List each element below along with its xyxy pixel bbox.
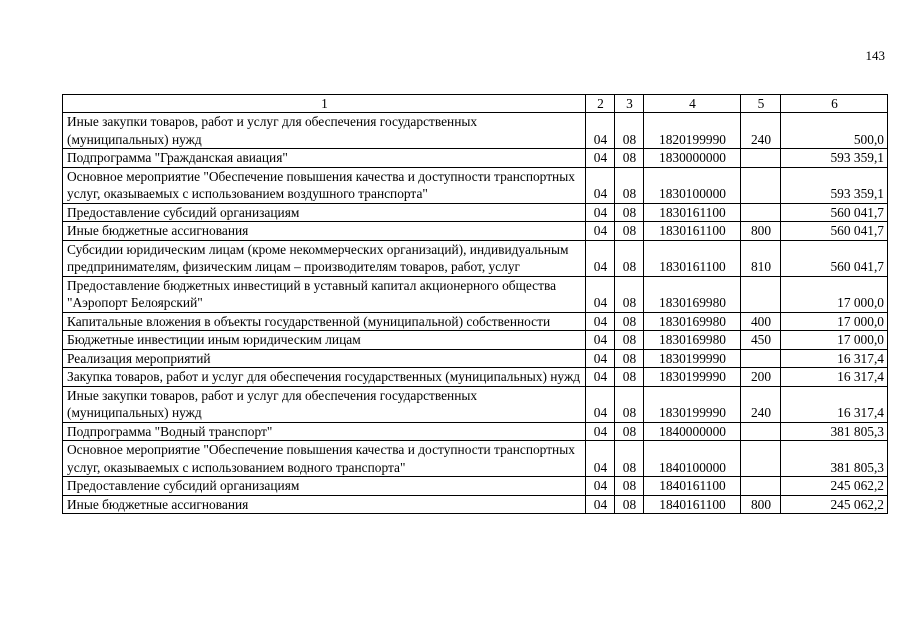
row-section-cell: 04 [586, 422, 615, 441]
row-name-cell: Иные бюджетные ассигнования [63, 222, 586, 241]
table-row [63, 349, 888, 368]
row-target-item-cell: 1830000000 [644, 149, 741, 168]
row-expense-type-cell [741, 203, 781, 222]
row-section-cell: 04 [586, 349, 615, 368]
row-target-item-cell: 1830169980 [644, 312, 741, 331]
row-amount-cell: 560 041,7 [781, 240, 888, 276]
row-amount-cell: 560 041,7 [781, 222, 888, 241]
row-section-cell: 04 [586, 167, 615, 203]
row-target-item-cell: 1830100000 [644, 167, 741, 203]
row-amount-cell: 16 317,4 [781, 386, 888, 422]
header-cell-expense-type: 5 [741, 95, 781, 113]
row-subsection-cell: 08 [615, 422, 644, 441]
row-name-cell: Бюджетные инвестиции иным юридическим лицам [63, 331, 586, 350]
table-body [63, 113, 888, 514]
row-amount-cell: 17 000,0 [781, 276, 888, 312]
row-target-item-cell: 1820199990 [644, 113, 741, 149]
table-row [63, 312, 888, 331]
row-amount-cell: 245 062,2 [781, 477, 888, 496]
row-expense-type-cell [741, 441, 781, 477]
row-section-cell: 04 [586, 331, 615, 350]
row-amount-cell: 381 805,3 [781, 441, 888, 477]
table-row [63, 113, 888, 149]
row-target-item-cell: 1840161100 [644, 477, 741, 496]
row-target-item-cell: 1840161100 [644, 495, 741, 514]
row-subsection-cell: 08 [615, 240, 644, 276]
row-subsection-cell: 08 [615, 167, 644, 203]
row-section-cell: 04 [586, 477, 615, 496]
budget-table [62, 94, 888, 514]
row-amount-cell: 17 000,0 [781, 331, 888, 350]
page-number: 143 [865, 48, 885, 63]
row-expense-type-cell: 800 [741, 495, 781, 514]
row-section-cell: 04 [586, 312, 615, 331]
row-target-item-cell: 1840100000 [644, 441, 741, 477]
table-row [63, 276, 888, 312]
row-expense-type-cell [741, 349, 781, 368]
row-amount-cell: 593 359,1 [781, 149, 888, 168]
row-expense-type-cell: 240 [741, 386, 781, 422]
row-expense-type-cell: 450 [741, 331, 781, 350]
row-name-cell: Реализация мероприятий [63, 349, 586, 368]
row-subsection-cell: 08 [615, 477, 644, 496]
row-subsection-cell: 08 [615, 331, 644, 350]
row-expense-type-cell: 200 [741, 368, 781, 387]
row-name-cell: Иные бюджетные ассигнования [63, 495, 586, 514]
row-name-cell: Подпрограмма "Гражданская авиация" [63, 149, 586, 168]
row-amount-cell: 560 041,7 [781, 203, 888, 222]
row-expense-type-cell: 810 [741, 240, 781, 276]
table-row [63, 477, 888, 496]
row-section-cell: 04 [586, 113, 615, 149]
row-subsection-cell: 08 [615, 149, 644, 168]
header-cell-subsection: 3 [615, 95, 644, 113]
row-section-cell: 04 [586, 386, 615, 422]
row-expense-type-cell [741, 477, 781, 496]
row-name-cell: Субсидии юридическим лицам (кроме некоммерческих организаций), индивидуальным предпринимателям, физическим лицам – производителям товаров, работ, услуг [63, 240, 586, 276]
header-cell-amount: 6 [781, 95, 888, 113]
row-name-cell: Капитальные вложения в объекты государственной (муниципальной) собственности [63, 312, 586, 331]
row-name-cell: Предоставление бюджетных инвестиций в уставный капитал акционерного общества "Аэропорт Белоярский" [63, 276, 586, 312]
row-section-cell: 04 [586, 368, 615, 387]
row-name-cell: Предоставление субсидий организациям [63, 203, 586, 222]
row-amount-cell: 16 317,4 [781, 368, 888, 387]
row-section-cell: 04 [586, 203, 615, 222]
row-target-item-cell: 1830161100 [644, 222, 741, 241]
table-row [63, 422, 888, 441]
row-target-item-cell: 1830199990 [644, 349, 741, 368]
row-target-item-cell: 1830199990 [644, 368, 741, 387]
table-row [63, 222, 888, 241]
row-amount-cell: 17 000,0 [781, 312, 888, 331]
row-subsection-cell: 08 [615, 368, 644, 387]
table-row [63, 386, 888, 422]
row-name-cell: Закупка товаров, работ и услуг для обеспечения государственных (муниципальных) нужд [63, 368, 586, 387]
row-subsection-cell: 08 [615, 312, 644, 331]
row-subsection-cell: 08 [615, 495, 644, 514]
row-name-cell: Основное мероприятие "Обеспечение повышения качества и доступности транспортных услуг, оказываемых с использованием водного транспорта" [63, 441, 586, 477]
row-target-item-cell: 1830161100 [644, 240, 741, 276]
table-row [63, 495, 888, 514]
row-subsection-cell: 08 [615, 203, 644, 222]
row-section-cell: 04 [586, 495, 615, 514]
header-cell-name: 1 [63, 95, 586, 113]
table-row [63, 167, 888, 203]
row-expense-type-cell [741, 276, 781, 312]
row-subsection-cell: 08 [615, 276, 644, 312]
row-expense-type-cell: 800 [741, 222, 781, 241]
table-row [63, 441, 888, 477]
row-subsection-cell: 08 [615, 222, 644, 241]
row-expense-type-cell [741, 167, 781, 203]
row-amount-cell: 381 805,3 [781, 422, 888, 441]
row-section-cell: 04 [586, 149, 615, 168]
table-row [63, 331, 888, 350]
row-amount-cell: 16 317,4 [781, 349, 888, 368]
row-amount-cell: 593 359,1 [781, 167, 888, 203]
table-row [63, 149, 888, 168]
row-name-cell: Подпрограмма "Водный транспорт" [63, 422, 586, 441]
row-amount-cell: 245 062,2 [781, 495, 888, 514]
row-section-cell: 04 [586, 441, 615, 477]
row-name-cell: Основное мероприятие "Обеспечение повышения качества и доступности транспортных услуг, оказываемых с использованием воздушного транспорта" [63, 167, 586, 203]
row-expense-type-cell [741, 149, 781, 168]
row-target-item-cell: 1830169980 [644, 331, 741, 350]
row-name-cell: Иные закупки товаров, работ и услуг для обеспечения государственных (муниципальных) нужд [63, 113, 586, 149]
row-target-item-cell: 1830169980 [644, 276, 741, 312]
table-row [63, 203, 888, 222]
row-target-item-cell: 1840000000 [644, 422, 741, 441]
row-expense-type-cell: 240 [741, 113, 781, 149]
row-target-item-cell: 1830199990 [644, 386, 741, 422]
row-amount-cell: 500,0 [781, 113, 888, 149]
header-row [63, 95, 888, 113]
row-expense-type-cell [741, 422, 781, 441]
row-subsection-cell: 08 [615, 441, 644, 477]
row-subsection-cell: 08 [615, 349, 644, 368]
row-section-cell: 04 [586, 222, 615, 241]
row-target-item-cell: 1830161100 [644, 203, 741, 222]
row-section-cell: 04 [586, 240, 615, 276]
row-expense-type-cell: 400 [741, 312, 781, 331]
row-section-cell: 04 [586, 276, 615, 312]
table-row [63, 240, 888, 276]
table-row [63, 368, 888, 387]
row-subsection-cell: 08 [615, 113, 644, 149]
row-name-cell: Иные закупки товаров, работ и услуг для обеспечения государственных (муниципальных) нужд [63, 386, 586, 422]
row-name-cell: Предоставление субсидий организациям [63, 477, 586, 496]
header-cell-section: 2 [586, 95, 615, 113]
header-cell-target-item: 4 [644, 95, 741, 113]
row-subsection-cell: 08 [615, 386, 644, 422]
